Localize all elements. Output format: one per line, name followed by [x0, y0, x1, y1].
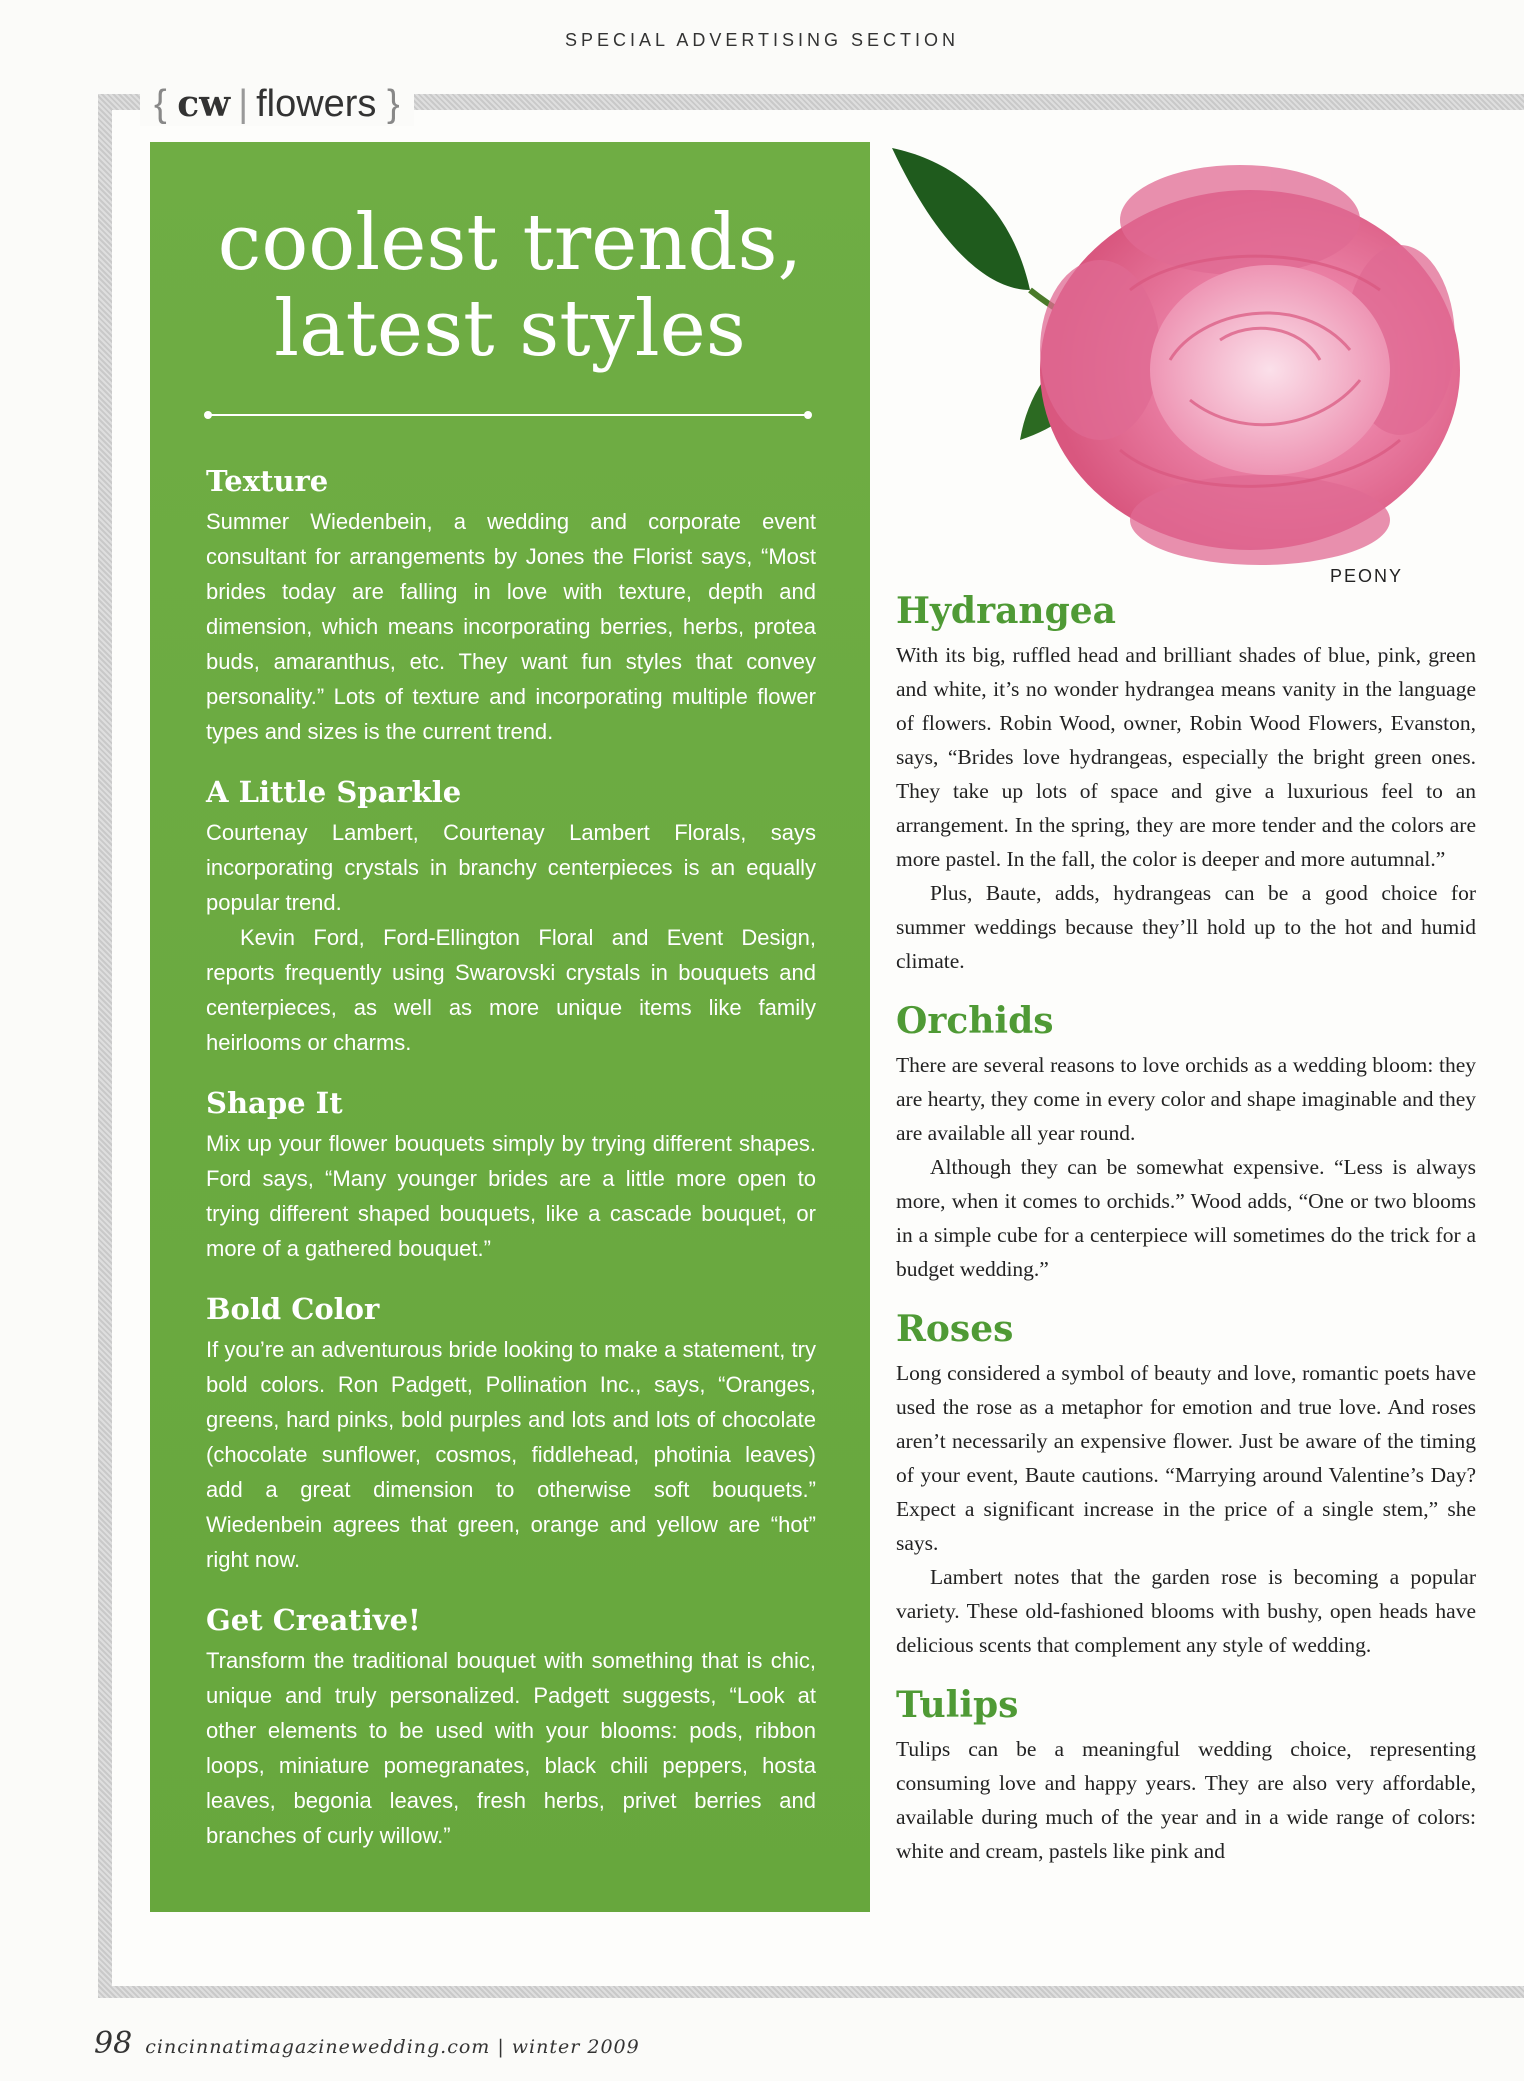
section-name: flowers	[256, 83, 377, 125]
footer-site-issue: cincinnatimagazinewedding.com | winter 2009	[145, 2036, 640, 2058]
photo-caption: PEONY	[1330, 566, 1404, 586]
peony-photo	[880, 140, 1500, 580]
section-heading: A Little Sparkle	[206, 775, 462, 809]
title-line-1: coolest trends,	[217, 198, 803, 288]
section-heading: Get Creative!	[206, 1603, 421, 1637]
section-paragraph: Tulips can be a meaningful wedding choice, representing consuming love and happy years. They are also very affordable, available during much of the year and in a wide range of colors: white and cream, pastels like pink and	[896, 1737, 1476, 1863]
section-paragraph: There are several reasons to love orchids as a wedding bloom: they are hearty, they come in every color and shape imaginable and they are available all year round.	[896, 1053, 1476, 1145]
trend-section-creative	[206, 1603, 816, 1853]
title-line-2: latest styles	[274, 284, 746, 374]
section-paragraph: Lambert notes that the garden rose is becoming a popular variety. These old-fashioned blooms with bushy, open heads have delicious scents that complement any style of wedding.	[896, 1565, 1476, 1657]
flower-section-tulips	[896, 1684, 1476, 1868]
flower-section-roses	[896, 1308, 1476, 1662]
divider: |	[238, 83, 249, 125]
section-heading: Roses	[896, 1308, 1014, 1350]
trend-section-sparkle	[206, 775, 816, 1060]
page-number: 98	[94, 2026, 133, 2061]
leaf-left	[892, 148, 1030, 290]
trends-panel	[150, 142, 870, 1912]
section-paragraph: Mix up your flower bouquets simply by trying different shapes. Ford says, “Many younger brides are a little more open to trying different shaped bouquets, like a cascade bouquet, or more of a gathered bouquet.”	[206, 1131, 816, 1261]
page-title	[150, 200, 870, 372]
section-paragraph: Summer Wiedenbein, a wedding and corporate event consultant for arrangements by Jones the Florist says, “Most brides today are falling in love with texture, depth and dimension, which means incorporating berries, herbs, protea buds, amaranthus, etc. They want fun styles that convey personality.” Lots of texture and incorporating multiple flower types and sizes is the current trend.	[206, 509, 816, 744]
section-heading: Tulips	[896, 1684, 1019, 1726]
trend-section-texture	[206, 464, 816, 749]
section-heading: Hydrangea	[896, 590, 1116, 632]
special-advertising-label: SPECIAL ADVERTISING SECTION	[564, 30, 960, 50]
section-paragraph: Transform the traditional bouquet with something that is chic, unique and truly personalized. Padgett suggests, “Look at other elements to be used with your blooms: pods, ribbon loops, miniature pomegranates, black chili peppers, hosta leaves, begonia leaves, fresh herbs, privet berries and branches of curly willow.”	[206, 1648, 816, 1848]
section-paragraph: With its big, ruffled head and brilliant shades of blue, pink, green and white, it’s no wonder hydrangea means vanity in the language of flowers. Robin Wood, owner, Robin Wood Flowers, Evanston, says, “Brides love hydrangeas, especially the bright green ones. They take up lots of space and give a luxurious feel to an arrangement. In the spring, they are more tender and the colors are more pastel. In the fall, the color is deeper and more autumnal.”	[896, 643, 1476, 871]
section-paragraph: Plus, Baute, adds, hydrangeas can be a good choice for summer weddings because they’ll hold up to the hot and humid climate.	[896, 881, 1476, 973]
title-divider	[208, 414, 808, 416]
page-footer	[94, 2026, 640, 2061]
section-heading: Shape It	[206, 1086, 343, 1120]
section-paragraph: Although they can be somewhat expensive. “Less is always more, when it comes to orchids.” Wood adds, “One or two blooms in a simple cube for a centerpiece will sometimes do the trick for a budget wedding.”	[896, 1155, 1476, 1281]
open-brace-icon: {	[154, 83, 167, 125]
section-heading: Texture	[206, 464, 329, 498]
section-heading: Orchids	[896, 1000, 1054, 1042]
trend-section-shape	[206, 1086, 816, 1266]
flower-guide-column	[896, 590, 1476, 1890]
section-brand: cw	[177, 83, 231, 125]
section-tag	[140, 82, 414, 126]
section-heading: Bold Color	[206, 1292, 380, 1326]
trend-section-bold-color	[206, 1292, 816, 1577]
bloom-inner	[1150, 265, 1390, 475]
close-brace-icon: }	[387, 83, 400, 125]
flower-section-hydrangea	[896, 590, 1476, 978]
section-paragraph: Courtenay Lambert, Courtenay Lambert Florals, says incorporating crystals in branchy centerpieces is an equally popular trend.	[206, 820, 816, 915]
section-paragraph: Long considered a symbol of beauty and love, romantic poets have used the rose as a metaphor for emotion and true love. And roses aren’t necessarily an expensive flower. Just be aware of the timing of your event, Baute cautions. “Marrying around Valentine’s Day? Expect a significant increase in the price of a single stem,” she says.	[896, 1361, 1476, 1555]
section-paragraph: If you’re an adventurous bride looking to make a statement, try bold colors. Ron Padgett, Pollination Inc., says, “Oranges, greens, hard pinks, bold purples and lots and lots of chocolate (chocolate sunflower, cosmos, fiddlehead, photinia leaves) add a great dimension to otherwise soft bouquets.” Wiedenbein agrees that green, orange and yellow are “hot” right now.	[206, 1337, 816, 1572]
flower-section-orchids	[896, 1000, 1476, 1286]
section-paragraph: Kevin Ford, Ford-Ellington Floral and Event Design, reports frequently using Swarovski crystals in bouquets and centerpieces, as well as more unique items like family heirlooms or charms.	[206, 925, 816, 1055]
trend-sections	[206, 464, 816, 1879]
